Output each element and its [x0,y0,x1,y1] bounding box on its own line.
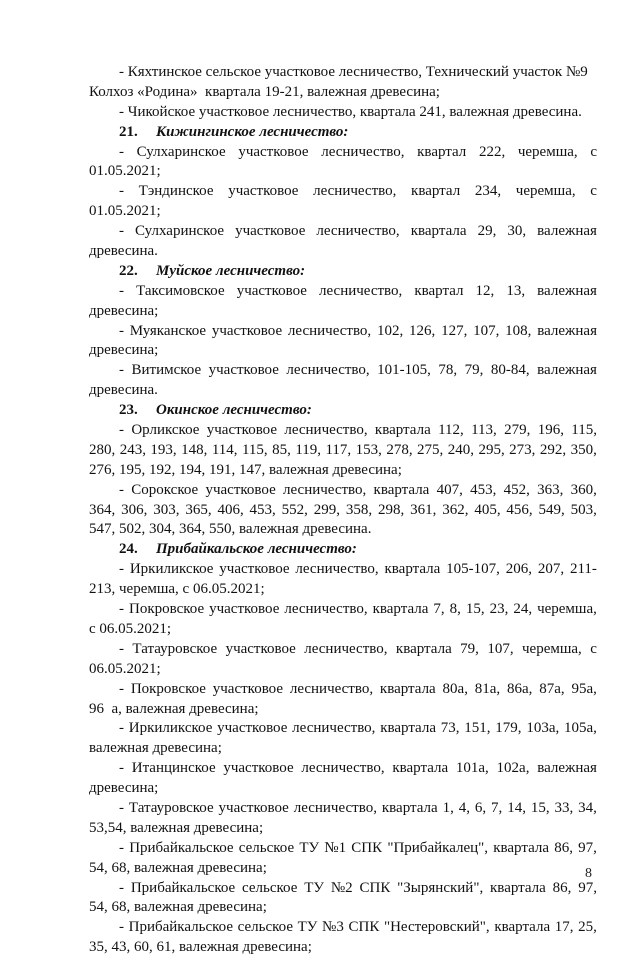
text-line: - Татауровское участковое лесничество, квартала 1, 4, 6, 7, 14, 15, 33, 34, [119,799,597,816]
section-heading [89,401,597,421]
text-line: древесина; [89,780,159,797]
section-number: 23. [119,402,138,419]
text-line: - Муяканское участковое лесничество, 102, 126, 127, 107, 108, валежная [119,322,597,339]
text-line: 01.05.2021; [89,163,161,180]
text-line: - Орликское участковое лесничество, квартала 112, 113, 279, 196, 115, [119,422,597,439]
text-line: - Сулхаринское участковое лесничество, квартал 222, черемша, с [119,143,597,160]
section-number: 22. [119,262,138,279]
section-number: 21. [119,123,138,140]
text-line: 547, 502, 304, 364, 550, валежная древесина. [89,521,372,538]
text-line: 54, 68, валежная древесина; [89,859,267,876]
page-number: 8 [585,866,592,881]
text-line: - Иркиликское участковое лесничество, квартала 73, 151, 179, 103а, 105а, [119,720,597,737]
section-title: Муйское лесничество: [156,262,306,279]
text-line: 364, 306, 303, 365, 406, 453, 552, 299, 358, 298, 361, 362, 405, 456, 549, 503, [89,501,597,518]
text-line: - Сулхаринское участковое лесничество, квартала 29, 30, валежная [119,223,597,240]
text-line: - Покровское участковое лесничество, квартала 7, 8, 15, 23, 24, черемша, [119,601,597,618]
section-heading [89,540,597,560]
text-line: 213, черемша, с 06.05.2021; [89,581,265,598]
text-line: древесина; [89,342,159,359]
section-heading [89,123,597,143]
text-line: - Прибайкальское сельское ТУ №3 СПК "Нестеровский", квартала 17, 25, [119,919,597,936]
section-number: 24. [119,541,138,558]
text-line: - Тэндинское участковое лесничество, квартал 234, черемша, с [119,183,597,200]
text-line: - Покровское участковое лесничество, квартала 80а, 81а, 86а, 87а, 95а, [119,680,597,697]
text-line: 276, 195, 192, 194, 191, 147, валежная древесина; [89,461,402,478]
section-title: Окинское лесничество: [156,402,312,419]
section-title: Прибайкальское лесничество: [156,541,357,558]
text-line: 280, 243, 193, 148, 114, 115, 85, 119, 117, 153, 278, 275, 240, 295, 273, 292, 350, [89,441,597,458]
section-title: Кижингинское лесничество: [156,123,349,140]
text-line: валежная древесина; [89,740,222,757]
text-line: - Татауровское участковое лесничество, квартала 79, 107, черемша, с [119,640,597,657]
text-line: - Прибайкальское сельское ТУ №1 СПК "Прибайкалец", квартала 86, 97, [119,839,597,856]
text-line: - Витимское участковое лесничество, 101-105, 78, 79, 80-84, валежная [119,362,597,379]
text-line: - Чикойское участковое лесничество, квартала 241, валежная древесина. [119,103,582,120]
text-line: 35, 43, 60, 61, валежная древесина; [89,939,312,956]
text-line: 06.05.2021; [89,660,161,677]
text-line: древесина. [89,243,158,260]
text-line: - Иркиликское участковое лесничество, квартала 105-107, 206, 207, 211- [119,561,597,578]
text-line: - Кяхтинское сельское участковое лесничество, Технический участок №9 [119,64,588,80]
text-line: древесина; [89,302,159,319]
text-line: - Таксимовское участковое лесничество, квартал 12, 13, валежная [119,282,597,299]
section-heading [89,262,597,282]
text-line: - Итанцинское участковое лесничество, квартала 101а, 102а, валежная [119,760,597,777]
text-line: - Сорокское участковое лесничество, квартала 407, 453, 452, 363, 360, [119,481,597,498]
text-line: 54, 68, валежная древесина; [89,899,267,916]
document-body [89,63,597,958]
text-line: 53,54, валежная древесина; [89,819,264,836]
text-line: с 06.05.2021; [89,620,172,637]
text-line: - Прибайкальское сельское ТУ №2 СПК "Зырянский", квартала 86, 97, [119,879,597,896]
text-line: 01.05.2021; [89,203,161,220]
text-line: 96 а, валежная древесина; [89,700,259,717]
text-line: древесина. [89,382,158,399]
text-line: Колхоз «Родина» квартала 19-21, валежная древесина; [89,83,440,100]
